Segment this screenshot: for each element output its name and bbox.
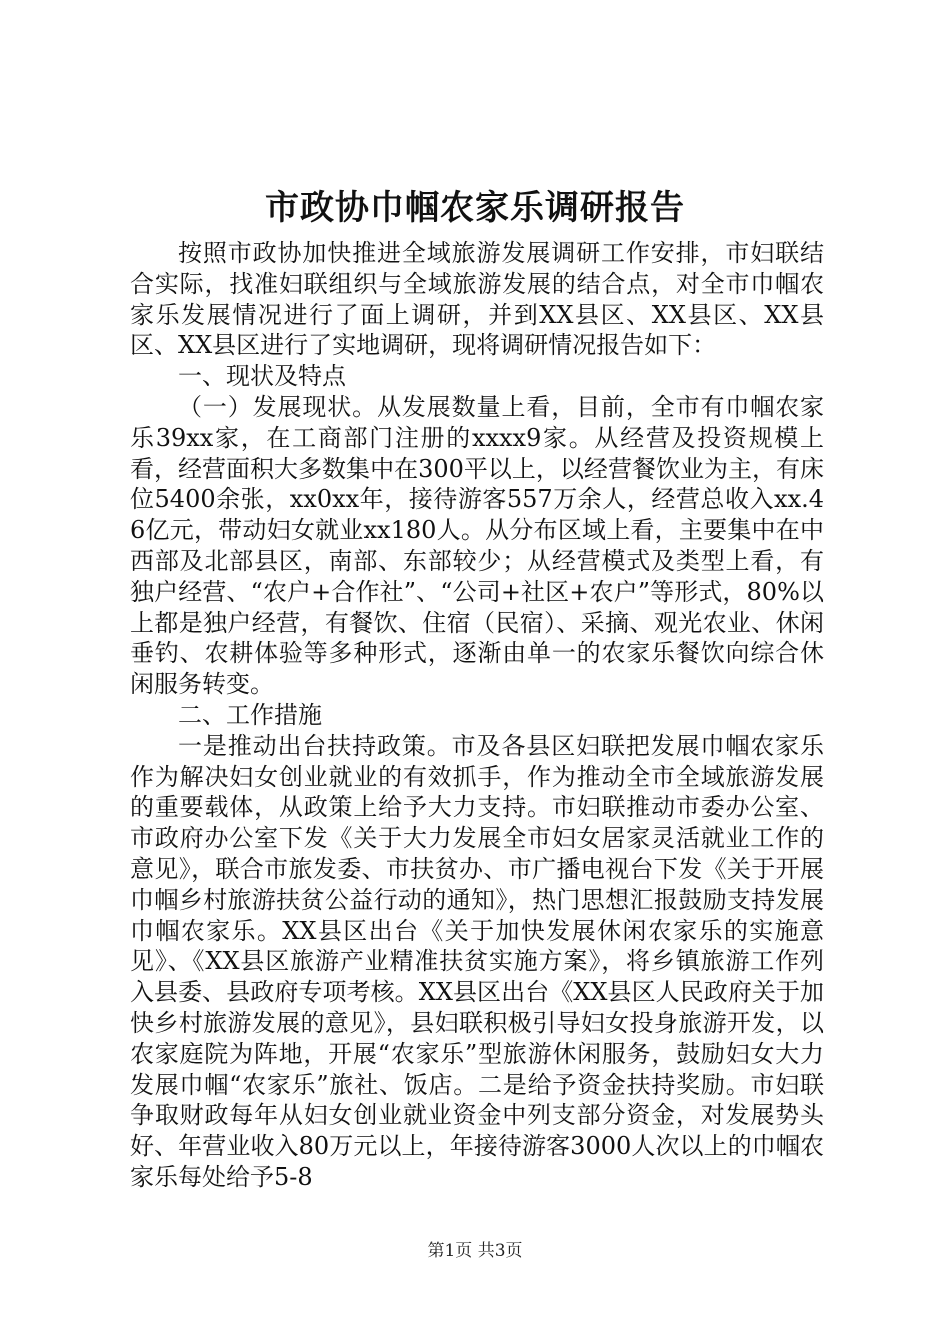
section-heading-measures: 二、工作措施 [178,700,322,729]
page-number-footer: 第1页 共3页 [427,1241,523,1261]
section-heading-status: 一、现状及特点 [178,362,346,391]
document-body [130,238,824,1193]
document-title: 市政协巾帼农家乐调研报告 [265,188,685,228]
status-paragraph: （一）发展现状。从发展数量上看，目前，全市有巾帼农家乐39xx家，在工商部门注册的xxxx9家。从经营及投资规模上看，经营面积大多数集中在300平以上，以经营餐饮业为主，有床位5400余张，xx0xx年，接待游客557万余人，经营总收入xx.46亿元，带动妇女就业xx180人。从分布区域上看，主要集中在中西部及北部县区，南部、东部较少；从经营模式及类型上看，有独户经营、“农户+合作社”、“公司+社区+农户”等形式，80%以上都是独户经营，有餐饮、住宿（民宿）、采摘、观光农业、休闲垂钓、农耕体验等多种形式，逐渐由单一的农家乐餐饮向综合休闲服务转变。 [130,392,824,699]
intro-paragraph: 按照市政协加快推进全域旅游发展调研工作安排，市妇联结合实际，找准妇联组织与全域旅游发展的结合点，对全市巾帼农家乐发展情况进行了面上调研，并到XX县区、XX县区、XX县区、XX县区进行了实地调研，现将调研情况报告如下： [130,239,824,360]
measures-paragraph: 一是推动出台扶持政策。市及各县区妇联把发展巾帼农家乐作为解决妇女创业就业的有效抓手，作为推动全市全域旅游发展的重要载体，从政策上给予大力支持。市妇联推动市委办公室、市政府办公室下发《关于大力发展全市妇女居家灵活就业工作的意见》，联合市旅发委、市扶贫办、市广播电视台下发《关于开展巾帼乡村旅游扶贫公益行动的通知》，热门思想汇报鼓励支持发展巾帼农家乐。XX县区出台《关于加快发展休闲农家乐的实施意见》、《XX县区旅游产业精准扶贫实施方案》，将乡镇旅游工作列入县委、县政府专项考核。XX县区出台《XX县区人民政府关于加快乡村旅游发展的意见》，县妇联积极引导妇女投身旅游开发，以农家庭院为阵地，开展“农家乐”型旅游休闲服务，鼓励妇女大力发展巾帼“农家乐”旅社、饭店。二是给予资金扶持奖励。市妇联争取财政每年从妇女创业就业资金中列支部分资金，对发展势头好、年营业收入80万元以上，年接待游客3000人次以上的巾帼农家乐每处给予5-8 [130,731,824,1191]
